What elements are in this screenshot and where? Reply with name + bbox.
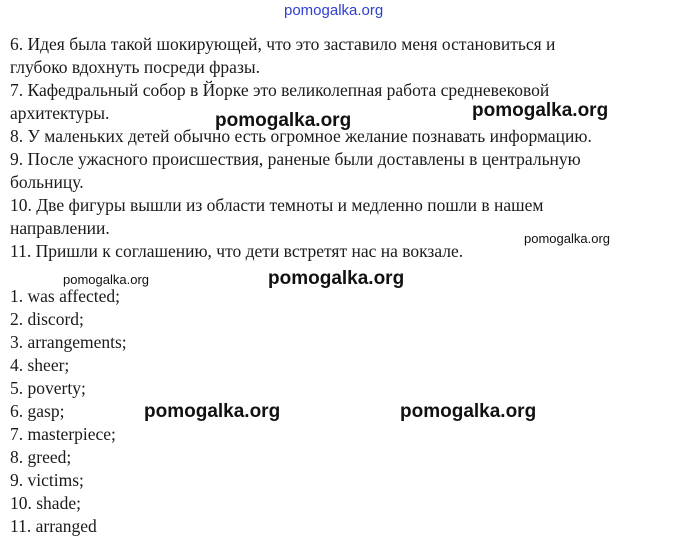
- watermark: pomogalka.org: [400, 401, 537, 422]
- answer-item: 8. greed;: [10, 447, 72, 467]
- answer-item: 2. discord;: [10, 309, 84, 329]
- answer-item: 10. shade;: [10, 493, 81, 513]
- watermark: pomogalka.org: [144, 401, 281, 422]
- sentence-line: 6. Идея была такой шокирующей, что это заставило меня остановиться и: [10, 34, 556, 54]
- sentence-line: 11. Пришли к соглашению, что дети встретят нас на вокзале.: [10, 241, 464, 261]
- answer-item: 7. masterpiece;: [10, 424, 116, 444]
- answer-item: 5. poverty;: [10, 378, 86, 398]
- watermark: pomogalka.org: [268, 268, 405, 289]
- sentence-line: 9. После ужасного происшествия, раненые были доставлены в центральную: [10, 149, 581, 169]
- sentence-line: 8. У маленьких детей обычно есть огромное желание познавать информацию.: [10, 126, 592, 146]
- answer-item: 4. sheer;: [10, 355, 70, 375]
- sentence-line: больницу.: [10, 172, 84, 192]
- answer-item: 6. gasp;: [10, 401, 65, 421]
- watermark-top: pomogalka.org: [284, 2, 384, 19]
- answer-item: 11. arranged: [10, 516, 97, 536]
- watermark: pomogalka.org: [63, 272, 149, 287]
- sentence-line: 10. Две фигуры вышли из области темноты и медленно пошли в нашем: [10, 195, 544, 215]
- sentence-line: 7. Кафедральный собор в Йорке это великолепная работа средневековой: [10, 80, 550, 100]
- sentence-line: направлении.: [10, 218, 110, 238]
- answer-item: 9. victims;: [10, 470, 84, 490]
- answer-item: 3. arrangements;: [10, 332, 127, 352]
- watermark: pomogalka.org: [524, 231, 610, 246]
- watermark: pomogalka.org: [472, 100, 609, 121]
- watermark: pomogalka.org: [215, 110, 352, 131]
- sentence-line: глубоко вдохнуть посреди фразы.: [10, 57, 260, 77]
- sentence-line: архитектуры.: [10, 103, 110, 123]
- answer-item: 1. was affected;: [10, 286, 120, 306]
